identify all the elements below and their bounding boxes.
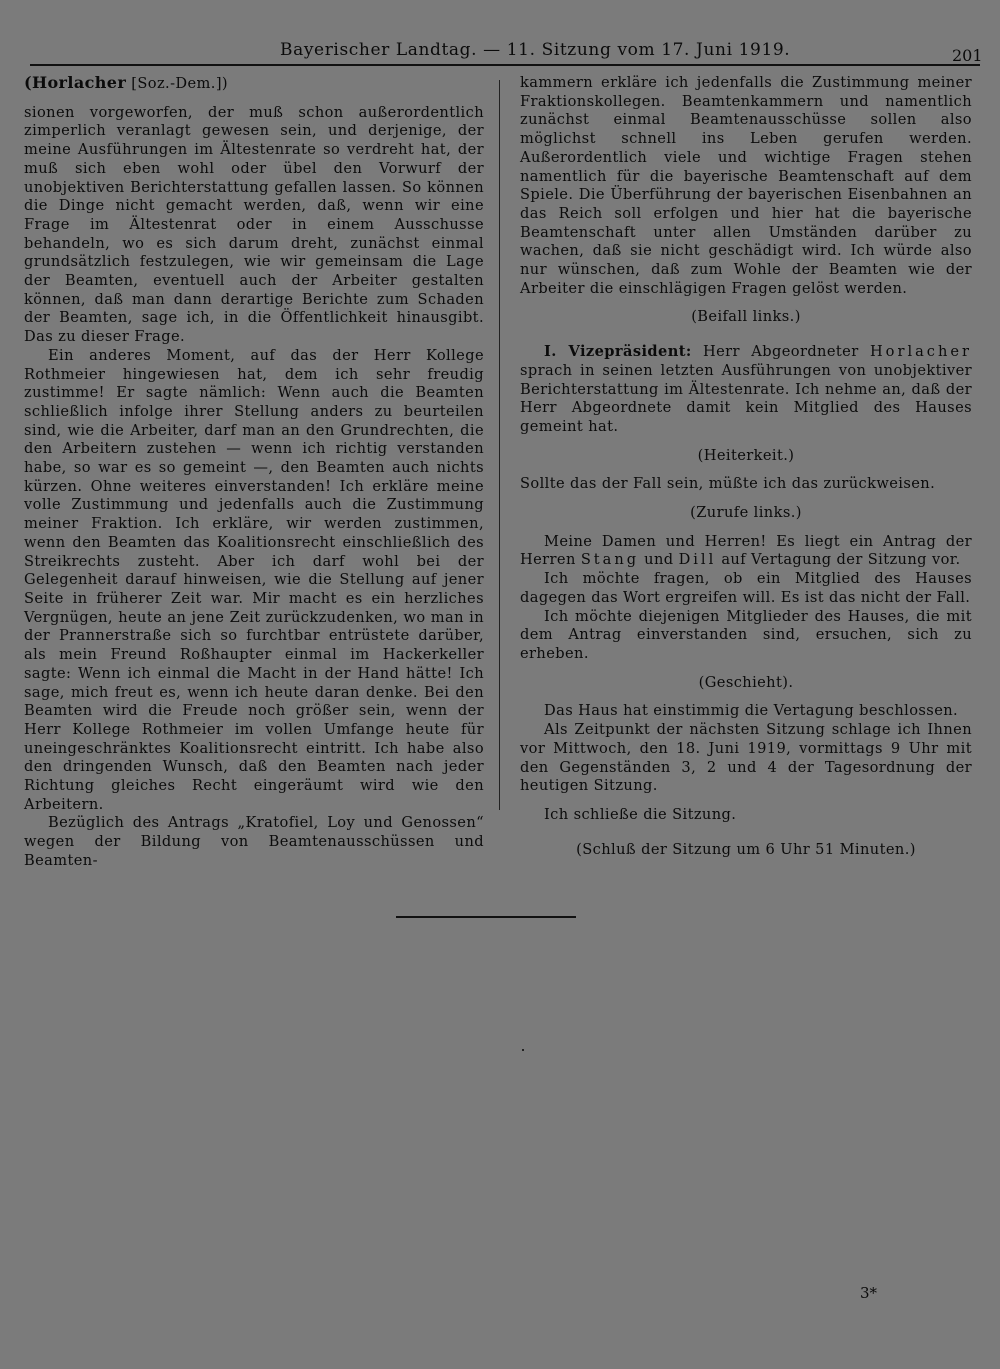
signature-mark: 3* (860, 1284, 878, 1302)
spacer (520, 437, 972, 447)
paragraph: Als Zeitpunkt der nächsten Sitzung schlage ich Ihnen vor Mittwoch, den 18. Juni 1919, vormittags 9 Uhr mit den Gegenständen 3, 2 und 4 der Tagesordnung der heutigen Sitzung. (520, 721, 972, 795)
paragraph: Das Haus hat einstimmig die Vertagung beschlossen. (544, 702, 959, 720)
paragraph: Ich schließe die Sitzung. (544, 805, 737, 823)
spacer (520, 327, 972, 343)
spacer (520, 664, 972, 674)
spacer (520, 465, 972, 475)
closing-remark: (Schluß der Sitzung um 6 Uhr 51 Minuten.) (576, 840, 916, 858)
vp-rest: sprach in seinen letzten Ausführungen von unobjektiver Berichterstattung im Ältestenrate. Ich nehme an, daß der Herr Abgeordnete damit kein Mitglied des Hauses gemeint hat. (520, 361, 972, 435)
motion-paragraph (520, 533, 972, 570)
spacer (520, 692, 972, 702)
header-title: Bayerischer Landtag. — 11. Sitzung vom 17. Juni 1919. (280, 40, 791, 60)
column-divider (499, 80, 500, 810)
paragraph: sionen vorgeworfen, der muß schon außerordentlich zimperlich veranlagt gewesen sein, und derjenige, der meine Ausführungen im Ältestenrate so verdreht hat, der muß sich eben wohl oder übel den Vorwurf der unobjektiven Berichterstattung gefallen lassen. So können die Dinge nicht gemacht werden, daß, wenn wir eine Frage im Ältestenrat oder in einem Ausschusse behandeln, wo es sich darum dreht, zunächst einmal grundsätzlich festzulegen, wie wir gemeinsam die Lage der Beamten, eventuell auch der Arbeiter gestalten können, daß man dann derartige Berichte zum Schaden der Beamten, sage ich, in die Öffentlichkeit hinausgibt. Das zu dieser Frage. (24, 103, 484, 346)
motion-text-end: auf Vertagung der Sitzung vor. (721, 551, 961, 569)
paragraph: Ich möchte fragen, ob ein Mitglied des Hauses dagegen das Wort ergreifen will. Es ist das nicht der Fall. (520, 570, 972, 606)
spacer (520, 796, 972, 806)
paragraph: Sollte das der Fall sein, müßte ich das zurückweisen. (520, 475, 936, 493)
left-column (24, 74, 484, 871)
page-number: 201 (952, 46, 983, 65)
spacer (520, 494, 972, 504)
remark: (Zurufe links.) (690, 504, 802, 522)
end-rule (396, 916, 576, 918)
vp-intro: Herr Abgeordneter (703, 343, 859, 361)
vizepraesident-paragraph (520, 343, 972, 437)
vp-name: Horlacher (869, 343, 972, 361)
spacer (520, 523, 972, 533)
speaker-party: [Soz.-Dem.]) (131, 75, 229, 92)
spacer (520, 298, 972, 308)
motion-text: Meine Damen und Herren! Es liegt ein Antrag der Herren (520, 532, 972, 569)
name-stang: Stang (580, 551, 640, 569)
speaker-line (24, 74, 484, 94)
paragraph: Ein anderes Moment, auf das der Herr Kollege Rothmeier hingewiesen hat, dem ich sehr freudig zustimme! Er sagte nämlich: Wenn auch die Beamten schließlich infolge ihrer Stellung anders zu beurteilen sind, wie die Arbeiter, darf man an den Grundrechten, die den Arbeitern zustehen — wenn ich richtig verstanden habe, so war es so gemeint —, den Beamten auch nichts kürzen. Ohne weiteres einverstanden! Ich erkläre meine volle Zustimmung und jedenfalls auch die Zustimmung meiner Fraktion. Ich erkläre, wir werden zustimmen, wenn den Beamten das Koalitionsrecht einschließlich des Streikrechts zusteht. Aber ich darf wohl bei der Gelegenheit darauf hinweisen, wie die Stellung auf jener Seite in früherer Zeit war. Mir macht es ein herzliches Vergnügen, heute an jene Zeit zurückzudenken, wo man in der Prannerstraße sich so furchtbar entrüstete darüber, als mein Freund Roßhaupter einmal im Hackerkeller sagte: Wenn ich einmal die Macht in der Hand hätte! Ich sage, mich freut es, wenn ich heute daran denke. Bei den Beamten wird die Freude noch größer sein, wenn der Herr Kollege Rothmeier im vollen Umfange heute für uneingeschränktes Koalitionsrecht eintritt. Ich habe also den dringenden Wunsch, daß den Beamten nach jeder Richtung gleiches Recht eingeräumt wird wie den Arbeitern. (24, 346, 484, 813)
spacer (520, 825, 972, 841)
remark: (Geschieht). (698, 673, 794, 691)
name-dill: Dill (678, 551, 717, 569)
right-column (520, 74, 972, 859)
header-rule (30, 64, 980, 66)
paragraph: Bezüglich des Antrags „Kratofiel, Loy und Genossen“ wegen der Bildung von Beamtenausschüssen und Beamten- (24, 814, 484, 869)
speaker-name: (Horlacher (24, 73, 127, 92)
vizepraesident-label: I. Vizepräsident: (544, 343, 692, 361)
paragraph: Ich möchte diejenigen Mitglieder des Hauses, die mit dem Antrag einverstanden sind, ersuchen, sich zu erheben. (520, 607, 972, 662)
motion-und: und (644, 551, 674, 569)
remark: (Beifall links.) (691, 308, 801, 326)
paragraph: kammern erkläre ich jedenfalls die Zustimmung meiner Fraktionskollegen. Beamtenkammern und namentlich zunächst einmal Beamtenausschüsse sollen also möglichst schnell ins Leben gerufen werden. Außerordentlich viele und wichtige Fragen stehen namentlich für die bayerische Beamtenschaft auf dem Spiele. Die Überführung der bayerischen Eisenbahnen an das Reich soll erfolgen und hier hat die bayerische Beamtenschaft unter allen Umständen darüber zu wachen, daß sie nicht geschädigt wird. Ich würde also nur wünschen, daß zum Wohle der Beamten wie der Arbeiter die einschlägigen Fragen gelöst werden. (520, 74, 972, 297)
spacer (24, 94, 484, 104)
speck (522, 1049, 524, 1051)
remark: (Heiterkeit.) (697, 446, 795, 464)
